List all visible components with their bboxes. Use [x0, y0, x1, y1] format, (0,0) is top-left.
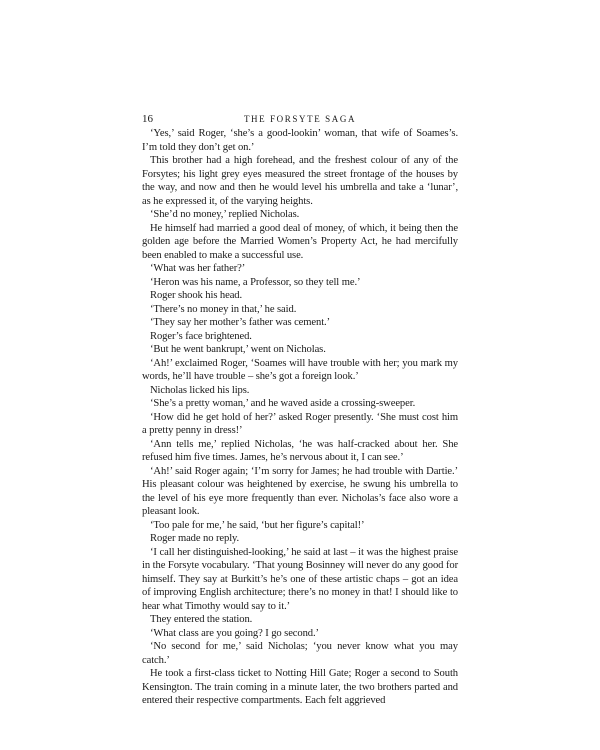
paragraph: ‘What class are you going? I go second.’ — [150, 627, 319, 639]
paragraph: ‘She’d no money,’ replied Nicholas. — [150, 209, 300, 220]
paragraph: ‘Heron was his name, a Professor, so they tell me.’ — [150, 276, 361, 288]
paragraph: ‘Ah!’ exclaimed Roger, ‘Soames will have trouble with her; you mark my words, he’ll have trouble – she’s got a foreign look.’ — [142, 357, 458, 382]
paragraph: ‘She’s a pretty woman,’ and he waved aside a crossing-sweeper. — [150, 398, 416, 409]
page-number: 16 — [142, 113, 153, 125]
paragraph: ‘I call her distinguished-looking,’ he said at last – it was the highest praise in the Forsyte vocabulary. ‘That young Bosinney will never do any good for himself. They say at Burkitt’s he’s one of these artistic chaps – got an idea of improving English architecture; there’s no money in that! I should like to hear what Timothy would say to it.’ — [142, 546, 458, 612]
paragraph: ‘What was her father?’ — [150, 263, 246, 274]
paragraph: ‘But he went bankrupt,’ went on Nicholas. — [150, 344, 326, 355]
paragraph: Nicholas licked his lips. — [150, 384, 250, 396]
paragraph: Roger shook his head. — [150, 290, 243, 301]
paragraph: ‘No second for me,’ said Nicholas; ‘you never know what you may catch.’ — [142, 641, 458, 666]
paragraph: ‘Yes,’ said Roger, ‘she’s a good-lookin’ woman, that wife of Soames’s. I’m told they don’t get on.’ — [142, 128, 458, 153]
paragraph: He took a first-class ticket to Notting Hill Gate; Roger a second to South Kensington. The train coming in a minute later, the two brothers parted and entered their respective compartments. Each felt aggrieved — [142, 668, 458, 706]
paragraph: Roger’s face brightened. — [150, 330, 252, 342]
body-text — [142, 127, 458, 708]
paragraph: ‘There’s no money in that,’ he said. — [150, 303, 297, 315]
paragraph: ‘Ah!’ said Roger again; ‘I’m sorry for James; he had trouble with Dartie.’ His pleasant colour was heightened by exercise, he swung his umbrella to the level of his eye more frequently than ever. Nicholas’s face also wore a pleasant look. — [142, 465, 458, 517]
paragraph: ‘How did he get hold of her?’ asked Roger presently. ‘She must cost him a pretty penny in dress!’ — [142, 411, 458, 436]
running-title: THE FORSYTE SAGA — [243, 114, 357, 124]
paragraph: They entered the station. — [150, 614, 253, 625]
paragraph: ‘They say her mother’s father was cement.’ — [150, 317, 331, 328]
paragraph: This brother had a high forehead, and the freshest colour of any of the Forsytes; his light grey eyes measured the street frontage of the houses by the way, and now and then he would level his umbrella and take a ‘lunar’, as he expressed it, of the varying heights. — [142, 155, 458, 207]
paragraph: ‘Too pale for me,’ he said, ‘but her figure’s capital!’ — [150, 519, 365, 531]
paragraph: He himself had married a good deal of money, of which, it being then the golden age before the Married Women’s Property Act, he had mercifully been enabled to make a successful use. — [142, 222, 458, 261]
running-head — [142, 112, 458, 126]
paragraph: ‘Ann tells me,’ replied Nicholas, ‘he was half-cracked about her. She refused him five times. James, he’s nervous about it, I can see.’ — [142, 438, 458, 463]
paragraph: Roger made no reply. — [150, 533, 240, 544]
